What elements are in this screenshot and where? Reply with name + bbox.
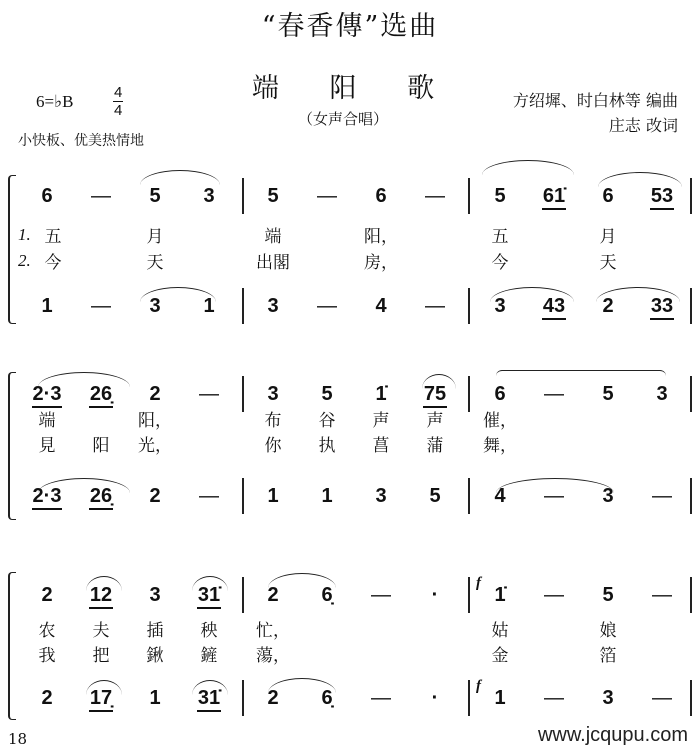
note-value: 2 (41, 584, 53, 606)
note (635, 482, 689, 510)
lyric: 端 (264, 227, 282, 247)
barline (242, 376, 244, 412)
note-value: — (317, 185, 337, 207)
note (354, 292, 408, 320)
note-value: 3 (267, 295, 279, 317)
lyricist-credit: 庄志 改词 (608, 116, 678, 135)
note-value: — (371, 584, 391, 606)
song-title: 端 阳 歌 (251, 73, 449, 104)
slur (140, 170, 220, 185)
note (246, 482, 300, 510)
barline (468, 288, 470, 324)
note-value: 6 (375, 185, 387, 207)
slur (496, 370, 666, 385)
note-value: · (431, 584, 439, 606)
note-value: 2 (267, 687, 279, 709)
note-value: 3 (149, 584, 161, 606)
note-value: 6 (41, 185, 53, 207)
note (128, 581, 182, 609)
note-value: · (431, 687, 439, 709)
note (300, 380, 354, 408)
note (128, 684, 182, 712)
note-value: — (199, 383, 219, 405)
note-value: 26̣ (89, 484, 113, 510)
lyric: 鏟 (200, 646, 218, 666)
note-value: 5 (321, 383, 333, 405)
barline (468, 577, 470, 613)
lyric: 你 (264, 436, 282, 456)
lyric: 阳， (138, 411, 172, 431)
lyric: 天 (599, 253, 617, 273)
lyric: 五 (491, 227, 509, 247)
note-value: 2 (149, 485, 161, 507)
note (354, 482, 408, 510)
slur (38, 372, 130, 387)
lyric: 月 (146, 227, 164, 247)
note (300, 292, 354, 320)
lyric: 金 (491, 646, 509, 666)
note-value: 5 (494, 185, 506, 207)
lyric: 房， (364, 253, 398, 273)
note (581, 581, 635, 609)
note-value: 5 (149, 185, 161, 207)
barline (468, 178, 470, 214)
lyric: 执 (318, 436, 336, 456)
lyric: 舞， (483, 436, 517, 456)
note-value: 3 (602, 687, 614, 709)
lyric: 阳 (92, 436, 110, 456)
lyric: 光， (138, 436, 172, 456)
note (408, 182, 462, 210)
note (473, 581, 527, 609)
note (128, 482, 182, 510)
note (635, 684, 689, 712)
lyric: 蒲 (426, 436, 444, 456)
note-value: — (652, 485, 672, 507)
note-value: 4 (494, 485, 506, 507)
system-brace (8, 372, 16, 520)
lyric: 菖 (372, 436, 390, 456)
lyric: 农 (38, 621, 56, 641)
note (635, 581, 689, 609)
barline (468, 376, 470, 412)
note (20, 182, 74, 210)
note-value: 3 (267, 383, 279, 405)
note (408, 292, 462, 320)
note-value: 1̇ (375, 383, 387, 405)
lyric: 插 (146, 621, 164, 641)
lyric: 夫 (92, 621, 110, 641)
slur (192, 576, 228, 591)
note-value: — (544, 687, 564, 709)
note-value: 5 (602, 584, 614, 606)
lyric: 阳， (364, 227, 398, 247)
lyric: 秧 (200, 621, 218, 641)
lyric: 今 (44, 253, 62, 273)
note-value: 5 (602, 383, 614, 405)
note-value: 43 (542, 294, 566, 320)
note-value: 31̇ (197, 583, 221, 609)
note-value: 3 (602, 485, 614, 507)
note-value: 3 (494, 295, 506, 317)
note-value: 2 (267, 584, 279, 606)
barline (690, 478, 692, 514)
note-value: — (317, 295, 337, 317)
slur (192, 680, 228, 695)
note (408, 482, 462, 510)
note (128, 380, 182, 408)
barline (690, 680, 692, 716)
slur (268, 573, 336, 588)
barline (242, 178, 244, 214)
note (246, 182, 300, 210)
lyric: 把 (92, 646, 110, 666)
note-value: 6̣ (321, 584, 333, 606)
note-value: 1 (149, 687, 161, 709)
note (473, 182, 527, 210)
slur (482, 160, 574, 175)
dynamic-marking: f (476, 575, 481, 591)
note-value: — (91, 295, 111, 317)
lyric: 催， (483, 411, 517, 431)
note-value: 3 (375, 485, 387, 507)
note (581, 684, 635, 712)
barline (242, 288, 244, 324)
lyric: 出閣 (256, 253, 290, 273)
note (182, 380, 236, 408)
note-value: — (544, 383, 564, 405)
verse-number: 1. (18, 225, 31, 244)
slur (268, 678, 336, 693)
slur (490, 287, 574, 302)
slur (422, 374, 456, 389)
barline (242, 478, 244, 514)
note-value: 2·3 (32, 382, 63, 408)
note (527, 684, 581, 712)
note-value: — (425, 295, 445, 317)
time-signature-top: 4 (114, 84, 123, 101)
system-brace (8, 572, 16, 720)
slur (38, 478, 130, 493)
note (20, 581, 74, 609)
time-signature (113, 84, 123, 119)
tempo-marking: 小快板、优美热情地 (18, 133, 144, 149)
note-value: 31̇ (197, 686, 221, 712)
note-value: 2 (602, 295, 614, 317)
lyric: 布 (264, 411, 282, 431)
note-value: 3 (656, 383, 668, 405)
note (246, 292, 300, 320)
slur (596, 287, 680, 302)
note-value: 75 (423, 382, 447, 408)
note (20, 684, 74, 712)
note-value: 2·3 (32, 484, 63, 510)
lyric: 端 (38, 411, 56, 431)
note-value: 26̣ (89, 382, 113, 408)
note-value: 3 (203, 185, 215, 207)
lyric: 見 (38, 436, 56, 456)
barline (242, 577, 244, 613)
barline (690, 376, 692, 412)
page-number: 18 (8, 730, 28, 748)
system-brace (8, 175, 16, 324)
note (473, 684, 527, 712)
note-value: — (544, 584, 564, 606)
note (182, 482, 236, 510)
note-value: 1 (203, 295, 215, 317)
note (74, 292, 128, 320)
lyric: 蕩， (256, 646, 290, 666)
note-value: 1 (267, 485, 279, 507)
slur (86, 576, 122, 591)
note (354, 380, 408, 408)
lyric: 我 (38, 646, 56, 666)
watermark: www.jcqupu.com (537, 724, 688, 746)
time-signature-bottom: 4 (114, 102, 123, 119)
note-value: 5 (267, 185, 279, 207)
lyric: 声 (372, 411, 390, 431)
note-value: 6 (602, 185, 614, 207)
note (408, 684, 462, 712)
note (527, 182, 581, 210)
note-value: 12 (89, 583, 113, 609)
note-value: — (371, 687, 391, 709)
note (182, 182, 236, 210)
lyric: 今 (491, 253, 509, 273)
note-value: — (652, 687, 672, 709)
barline (468, 478, 470, 514)
note-value: 6 (494, 383, 506, 405)
note (128, 182, 182, 210)
note-value: — (652, 584, 672, 606)
note (354, 581, 408, 609)
barline (242, 680, 244, 716)
lyric: 五 (44, 227, 62, 247)
note-value: 1̇ (494, 584, 506, 606)
note-value: — (544, 485, 564, 507)
note-value: 6̣ (321, 687, 333, 709)
lyric: 忙， (256, 621, 290, 641)
lyric: 月 (599, 227, 617, 247)
note (527, 581, 581, 609)
lyric: 谷 (318, 411, 336, 431)
note (354, 684, 408, 712)
note (354, 182, 408, 210)
note-value: 1 (494, 687, 506, 709)
note-value: 53 (650, 184, 674, 210)
note-value: — (91, 185, 111, 207)
barline (690, 178, 692, 214)
note-value: 61̇ (542, 184, 566, 210)
note (246, 380, 300, 408)
arranger-credit: 方绍墀、时白林等 编曲 (512, 91, 678, 110)
lyric: 声 (426, 411, 444, 431)
lyric: 鍬 (146, 646, 164, 666)
note-value: 1 (41, 295, 53, 317)
verse-number: 2. (18, 251, 31, 270)
lyric: 天 (146, 253, 164, 273)
barline (690, 288, 692, 324)
barline (690, 577, 692, 613)
note-value: 2 (149, 383, 161, 405)
key-signature: 6=♭B (36, 92, 74, 111)
note (300, 182, 354, 210)
note-value: 33 (650, 294, 674, 320)
note-value: 17̣ (89, 686, 113, 712)
lyric: 娘 (599, 621, 617, 641)
slur (496, 478, 614, 493)
barline (468, 680, 470, 716)
note-value: 5 (429, 485, 441, 507)
note (20, 292, 74, 320)
note-value: — (199, 485, 219, 507)
note-value: 2 (41, 687, 53, 709)
slur (140, 287, 216, 302)
lyric: 箔 (599, 646, 617, 666)
dynamic-marking: f (476, 678, 481, 694)
lyric: 姑 (491, 621, 509, 641)
note-value: 1 (321, 485, 333, 507)
slur (86, 680, 122, 695)
note (408, 581, 462, 609)
collection-title: “春香傳”选曲 (261, 11, 439, 42)
subtitle: （女声合唱） (298, 110, 389, 128)
slur (598, 172, 682, 187)
note (74, 182, 128, 210)
note-value: — (425, 185, 445, 207)
note (300, 482, 354, 510)
note-value: 4 (375, 295, 387, 317)
note-value: 3 (149, 295, 161, 317)
